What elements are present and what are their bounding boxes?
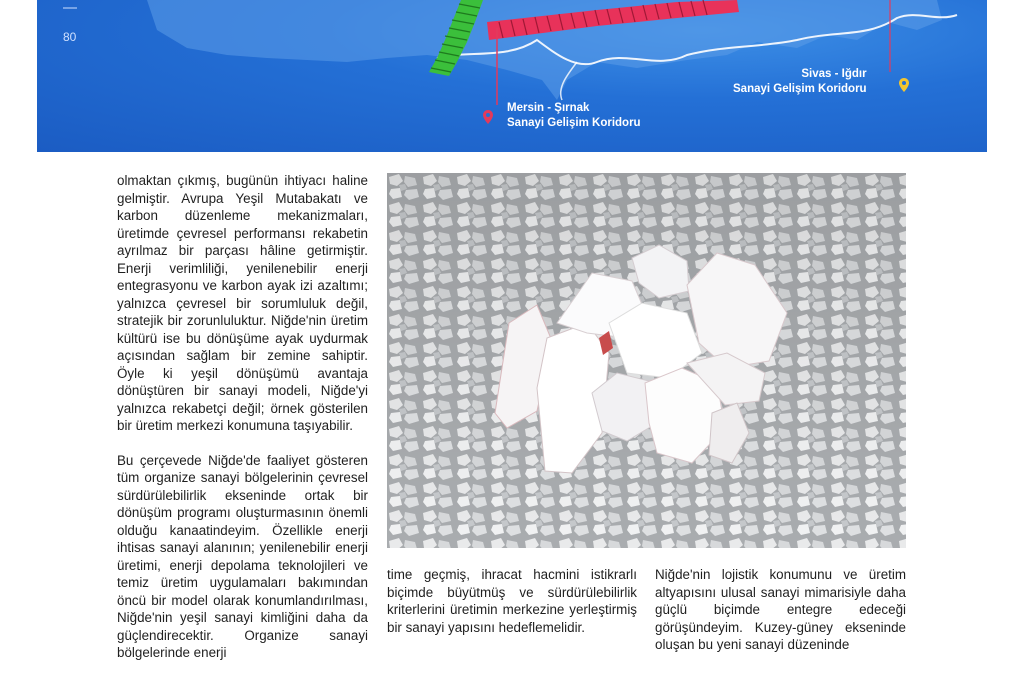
corridor-label-mersin xyxy=(507,101,641,131)
gravel-image xyxy=(387,173,906,548)
article-right-column xyxy=(655,566,906,671)
corridor-title: Sivas - Iğdır xyxy=(801,68,867,80)
article-left-column xyxy=(117,172,368,679)
article-middle-column xyxy=(387,566,637,653)
page-number: 80 xyxy=(63,30,77,44)
paragraph: Bu çerçevede Niğde'de faaliyet gösteren tüm organize sanayi bölgelerinin çevresel sürdürülebilirlik ekseninde ortak bir dönüşüm programı oluşturmasının önemli olduğu kanaatindeyim. Özellikle enerji ihtisas sanayi alanının; yenilenebilir enerji üretimi, enerji depolama teknolojileri ve temiz üretim uygulamaları bakımından öncü bir model olarak konumlandırılması, Niğde'nin yeşil sanayi kimliğini daha da güçlendirecektir. Organize sanayi bölgelerinde enerji xyxy=(117,452,368,660)
paragraph: olmaktan çıkmış, bugünün ihtiyacı haline gelmiştir. Avrupa Yeşil Mutabakatı ve karbon düzenleme mekanizmaları, üretimde çevresel performansı rekabetin ayrılmaz bir parçası hâline getirmiştir. Enerji verimliliği, yenilenebilir enerji entegrasyonu ve karbon ayak izi azaltımı; yalnızca çevresel bir sorumluluk değil, stratejik bir zorunluluktur. Niğde'nin üretim kültürü ise bu dönüşüme ayak uydurmak açısından sağlam bir zemine sahiptir. Öyle ki yeşil dönüşümü avantaja dönüştüren bir sanayi modeli, Niğde'yi yalnızca rekabetçi değil; örnek gösterilen bir üretim merkezi konumuna taşıyabilir. xyxy=(117,173,368,433)
marble-gravel-photo xyxy=(387,173,906,548)
corridor-label-sivas xyxy=(733,67,867,97)
corridor-subtitle: Sanayi Gelişim Koridoru xyxy=(507,117,641,129)
paragraph: Niğde'nin lojistik konumunu ve üretim altyapısını ulusal sanayi mimarisiyle daha güçlü biçimde entegre edeceği görüşündeyim. Kuzey-güney ekseninde oluşan bu yeni sanayi düzeninde xyxy=(655,567,906,652)
corridor-subtitle: Sanayi Gelişim Koridoru xyxy=(733,83,867,95)
paragraph: time geçmiş, ihracat hacmini istikrarlı biçimde büyütmüş ve sürdürülebilirlik kriterlerini üretimin merkezine yerleştirmiş bir sanayi yapısını hedeflemelidir. xyxy=(387,567,637,635)
map-pin-icon-yellow xyxy=(899,78,909,92)
corridor-title: Mersin - Şırnak xyxy=(507,102,590,114)
map-pin-icon-red xyxy=(483,110,493,124)
